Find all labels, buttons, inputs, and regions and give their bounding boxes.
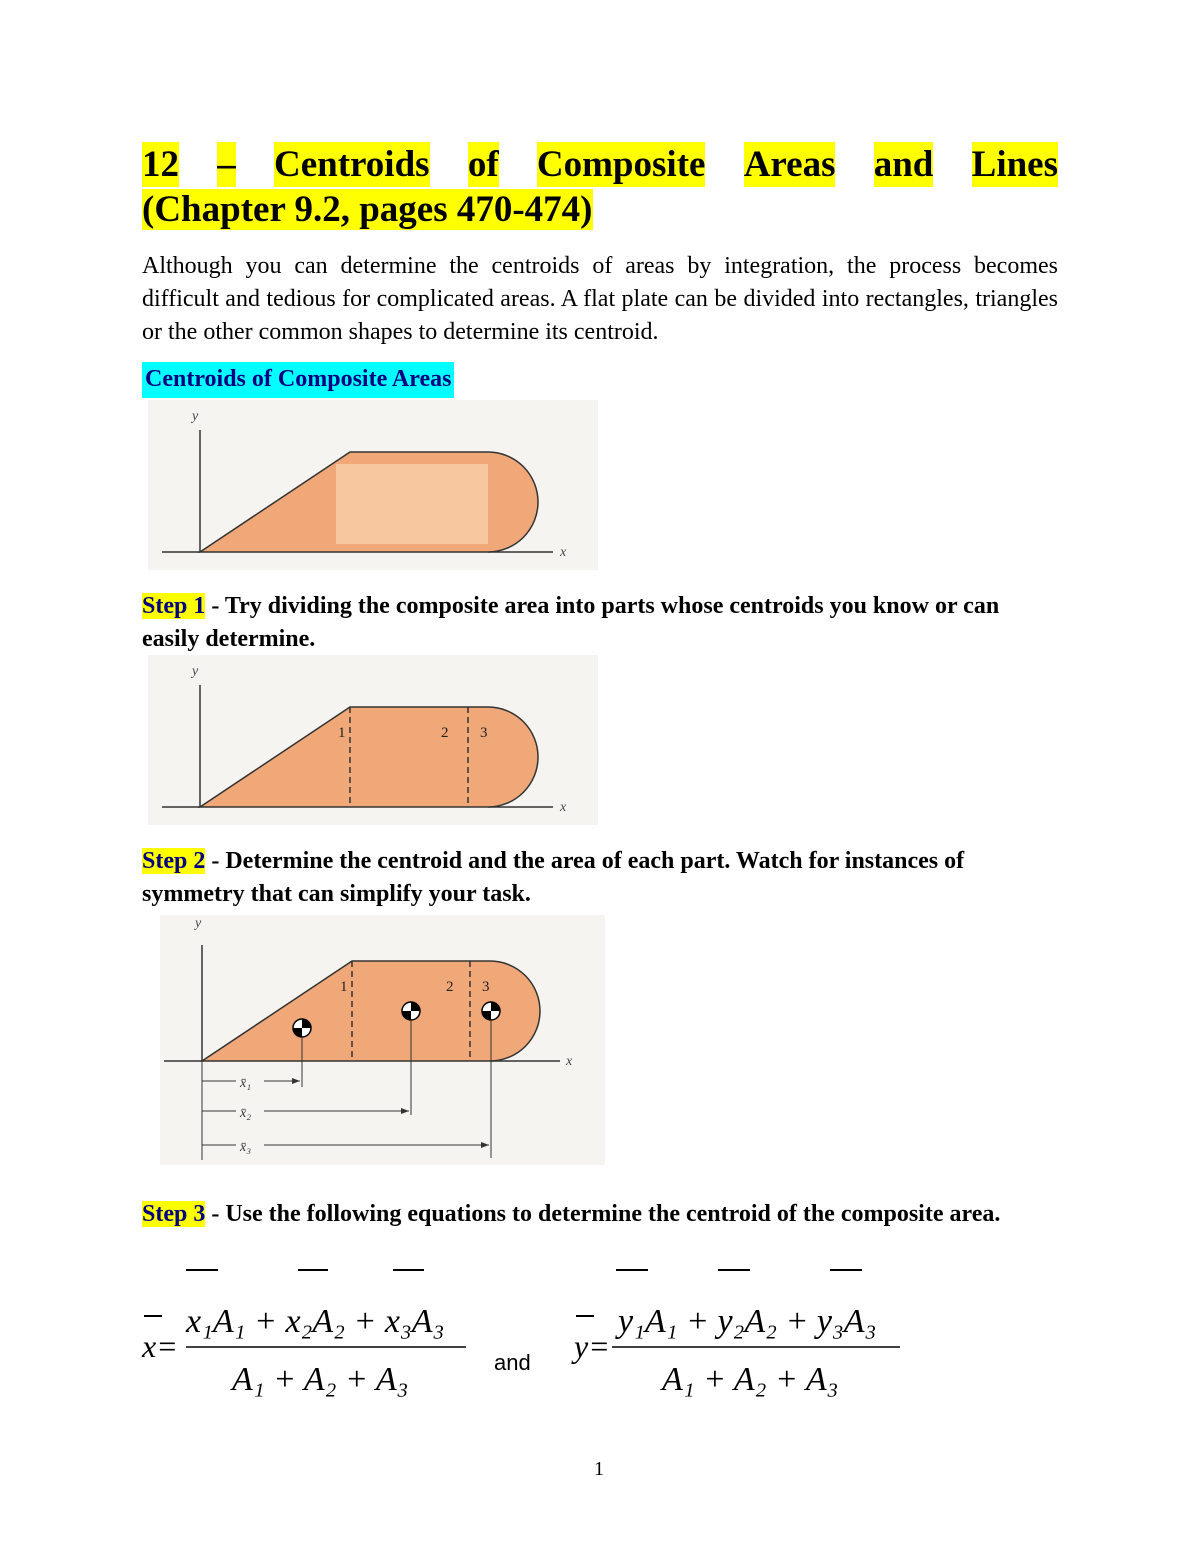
title-line-1: 12 – Centroids of Composite Areas and Lines [142, 144, 1058, 185]
step-1-text: - Try dividing the composite area into parts whose centroids you know or can easily determine. [142, 593, 1000, 652]
centroid-marker-3 [482, 1002, 500, 1020]
part-label-2: 2 [441, 725, 449, 741]
y-axis-label: y [192, 409, 199, 424]
x-axis-label: x [560, 545, 567, 560]
x-axis-label: x [566, 1054, 573, 1069]
step-3-text: - Use the following equations to determine the centroid of the composite area. [205, 1201, 1001, 1227]
page-number: 1 [594, 1458, 604, 1480]
step-1-label: Step 1 [142, 593, 206, 619]
xbar-denominator: A₁ + A₂ + A₃ [232, 1361, 409, 1398]
part-label-1: 1 [340, 979, 348, 995]
xbar3-label: x̄₃ [240, 1140, 252, 1155]
page-title [142, 142, 1058, 232]
x-axis-label: x [560, 800, 567, 815]
y-axis-label: y [195, 916, 202, 931]
xbar-equation [138, 1262, 478, 1412]
and-text: and [494, 1350, 531, 1375]
step-2 [142, 845, 1058, 911]
step-2-label: Step 2 [142, 848, 206, 874]
title-line-2: (Chapter 9.2, pages 470-474) [142, 189, 593, 230]
step-3-label: Step 3 [142, 1201, 206, 1227]
centroid-figure [160, 915, 605, 1165]
ybar-equation [568, 1262, 908, 1412]
section-heading: Centroids of Composite Areas [142, 362, 454, 398]
xbar-numerator: x₁A₁ + x₂A₂ + x₃A₃ [186, 1303, 445, 1340]
intro-paragraph: Although you can determine the centroids of areas by integration, the process becomes difficult and tedious for complicated areas. A flat plate can be divided into rectangles, triangles or the other common shapes to determine its centroid. [142, 253, 1058, 345]
part-label-3: 3 [482, 979, 490, 995]
ybar-numerator: y₁A₁ + y₂A₂ + y₃A₃ [618, 1303, 877, 1340]
xbar2-label: x̄₂ [240, 1106, 252, 1121]
part-label-1: 1 [338, 725, 346, 741]
composite-area-figure [148, 400, 598, 570]
step-3 [142, 1198, 1058, 1231]
ybar-lhs: y= [574, 1328, 610, 1364]
part-label-3: 3 [480, 725, 488, 741]
xbar-lhs: x= [142, 1328, 178, 1364]
ybar-denominator: A₁ + A₂ + A₃ [662, 1361, 839, 1398]
centroid-marker-1 [293, 1019, 311, 1037]
step-2-text: - Determine the centroid and the area of each part. Watch for instances of symmetry that can simplify your task. [142, 848, 965, 907]
part-label-2: 2 [446, 979, 454, 995]
centroid-marker-2 [402, 1002, 420, 1020]
y-axis-label: y [192, 664, 199, 679]
step-1 [142, 590, 1058, 656]
shape-highlight [336, 464, 488, 544]
divided-area-figure [148, 655, 598, 825]
xbar1-label: x̄₁ [240, 1076, 252, 1091]
